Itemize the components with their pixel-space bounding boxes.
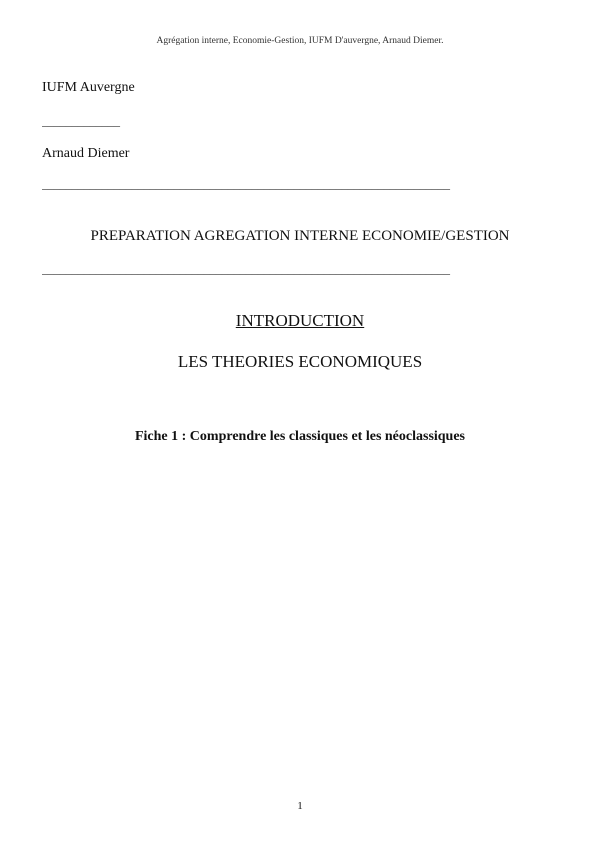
short-rule: _____________	[42, 114, 120, 128]
running-header: Agrégation interne, Economie-Gestion, IUFM D'auvergne, Arnaud Diemer.	[156, 36, 444, 46]
section-title: INTRODUCTION	[235, 311, 365, 330]
bottom-long-rule: ____________________________________________________________________	[42, 262, 450, 276]
page-number: 1	[297, 800, 303, 812]
main-title: LES THEORIES ECONOMIQUES	[177, 352, 423, 371]
top-long-rule: ____________________________________________________________________	[42, 177, 450, 191]
institution-name: IUFM Auvergne	[42, 80, 135, 95]
course-title: PREPARATION AGREGATION INTERNE ECONOMIE/GESTION	[90, 228, 510, 244]
fiche-title: Fiche 1 : Comprendre les classiques et les néoclassiques	[134, 429, 466, 444]
author-name: Arnaud Diemer	[42, 146, 130, 161]
